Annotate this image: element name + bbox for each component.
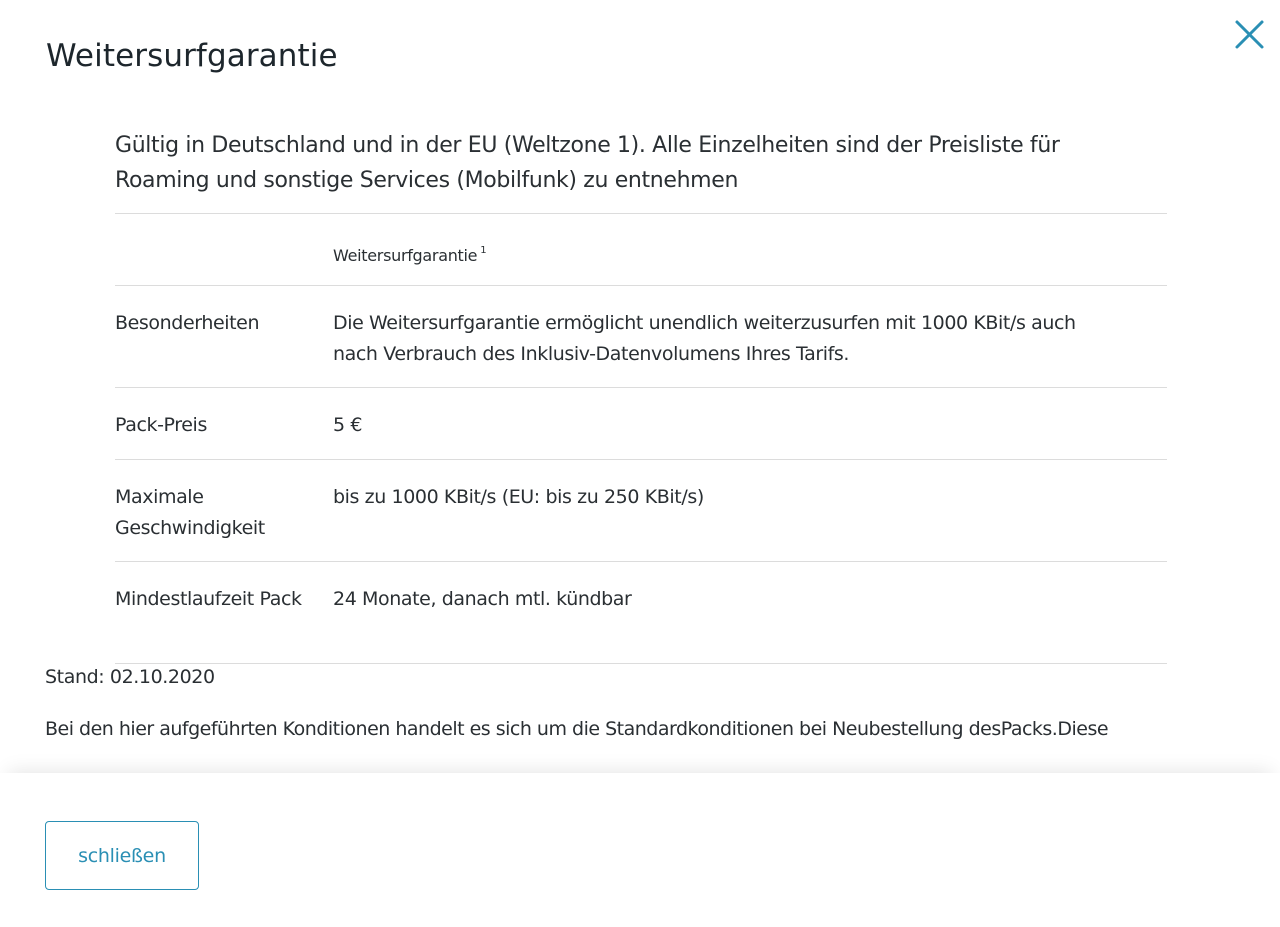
row-value-max-speed: bis zu 1000 KBit/s (EU: bis zu 250 KBit/s) bbox=[333, 486, 704, 508]
table-row bbox=[115, 460, 1167, 562]
conditions-table bbox=[115, 213, 1167, 664]
conditions-note: Bei den hier aufgeführten Konditionen handelt es sich um die Standardkonditionen bei Neubestellung desPacks.Diese bbox=[45, 718, 1109, 740]
row-label-mindestlaufzeit: Mindestlaufzeit Pack bbox=[115, 588, 302, 610]
dialog-title: Weitersurfgarantie bbox=[46, 38, 338, 74]
footnote-marker: 1 bbox=[480, 245, 487, 256]
row-value-besonderheiten: Die Weitersurfgarantie ermöglicht unendlich weiterzusurfen mit 1000 KBit/s auch nach Verbrauch des Inklusiv-Datenvolumens Ihres Tarifs. bbox=[333, 312, 1076, 365]
table-row bbox=[115, 388, 1167, 460]
table-header-label: Weitersurfgarantie bbox=[333, 246, 478, 265]
row-value-pack-preis: 5 € bbox=[333, 414, 363, 436]
table-row bbox=[115, 562, 1167, 664]
table-header-cell bbox=[333, 238, 1167, 285]
close-button[interactable]: schließen bbox=[45, 821, 199, 890]
table-row bbox=[115, 286, 1167, 388]
intro-text: Gültig in Deutschland und in der EU (Weltzone 1). Alle Einzelheiten sind der Preisliste für Roaming und sonstige Services (Mobilfunk) zu entnehmen bbox=[115, 133, 1060, 193]
stand-date: Stand: 02.10.2020 bbox=[45, 666, 215, 688]
row-label-max-speed: Maximale Geschwindigkeit bbox=[115, 486, 265, 539]
row-value-mindestlaufzeit: 24 Monate, danach mtl. kündbar bbox=[333, 588, 632, 610]
row-label-besonderheiten: Besonderheiten bbox=[115, 312, 260, 334]
row-label-pack-preis: Pack-Preis bbox=[115, 414, 207, 436]
close-x-icon[interactable] bbox=[1230, 16, 1268, 54]
dialog-content bbox=[0, 128, 1280, 664]
dialog-footer bbox=[0, 773, 1280, 927]
table-header-empty-cell bbox=[115, 238, 333, 285]
table-header-row bbox=[115, 214, 1167, 286]
